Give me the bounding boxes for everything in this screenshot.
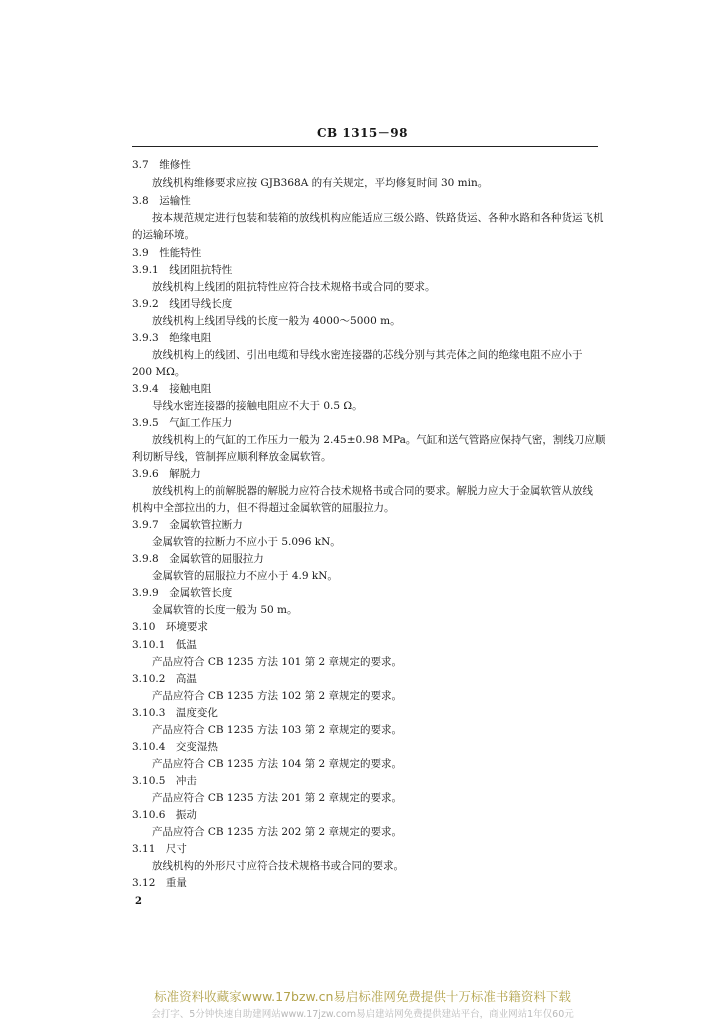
body-text: 放线机构上线团的阻抗特性应符合技术规格书或合同的要求。 — [152, 281, 436, 293]
subsection-heading: 3.9.8 金属软管的屈服拉力 — [132, 553, 264, 565]
body-text: 放线机构维修要求应按 GJB368A 的有关规定，平均修复时间 30 min。 — [152, 177, 489, 189]
subsection-heading: 3.10.4 交变湿热 — [132, 741, 218, 753]
subsection-heading: 3.9.4 接触电阻 — [132, 383, 212, 395]
section-heading: 3.11 尺寸 — [132, 843, 187, 855]
section-heading: 3.8 运输性 — [132, 195, 191, 207]
subsection-heading: 3.10.3 温度变化 — [132, 707, 218, 719]
body-text: 产品应符合 CB 1235 方法 103 第 2 章规定的要求。 — [152, 724, 403, 736]
body-text: 金属软管的屈服拉力不应小于 4.9 kN。 — [152, 570, 338, 582]
watermark-footer-line-1: 标准资料收藏家www.17bzw.cn易启标准网免费提供十万标准书籍资料下载 — [154, 989, 571, 1004]
subsection-heading: 3.9.7 金属软管拉断力 — [132, 519, 243, 531]
subsection-heading: 3.10.5 冲击 — [132, 775, 197, 787]
body-text: 利切断导线，管制挥应顺利释放金属软管。 — [132, 451, 332, 463]
body-text: 金属软管的拉断力不应小于 5.096 kN。 — [152, 536, 341, 548]
body-text: 产品应符合 CB 1235 方法 202 第 2 章规定的要求。 — [152, 826, 403, 838]
body-text: 200 MΩ。 — [132, 366, 186, 378]
body-text: 放线机构上的气缸的工作压力一般为 2.45±0.98 MPa。气缸和送气管路应保持气密，割线刀应顺 — [152, 434, 606, 446]
section-heading: 3.12 重量 — [132, 877, 187, 889]
section-heading: 3.10 环境要求 — [132, 621, 208, 633]
section-heading: 3.7 维修性 — [132, 159, 191, 171]
subsection-heading: 3.9.5 气缸工作压力 — [132, 417, 233, 429]
body-text: 机构中全部拉出的力，但不得超过金属软管的屈服拉力。 — [132, 502, 395, 514]
subsection-heading: 3.9.6 解脱力 — [132, 468, 201, 480]
subsection-heading: 3.9.2 线团导线长度 — [132, 298, 233, 310]
body-text: 放线机构上线团导线的长度一般为 4000～5000 m。 — [152, 315, 401, 327]
body-text: 的运输环境。 — [132, 229, 195, 241]
body-text: 按本规范规定进行包装和装箱的放线机构应能适应三级公路、铁路货运、各种水路和各种货运飞机 — [152, 212, 604, 224]
watermark-footer-line-2: 会打字、5分钟快速自助建网站www.17jzw.com易启建站网免费提供建站平台，商业网站1年仅60元 — [151, 1009, 574, 1020]
body-text: 导线水密连接器的接触电阻应不大于 0.5 Ω。 — [152, 400, 363, 412]
section-heading: 3.9 性能特性 — [132, 247, 202, 259]
body-text: 产品应符合 CB 1235 方法 104 第 2 章规定的要求。 — [152, 758, 403, 770]
body-text: 放线机构的外形尺寸应符合技术规格书或合同的要求。 — [152, 860, 404, 872]
subsection-heading: 3.9.9 金属软管长度 — [132, 587, 233, 599]
body-text: 放线机构上的线团、引出电缆和导线水密连接器的芯线分别与其壳体之间的绝缘电阻不应小于 — [152, 349, 583, 361]
body-text: 产品应符合 CB 1235 方法 102 第 2 章规定的要求。 — [152, 690, 403, 702]
subsection-heading: 3.10.2 高温 — [132, 673, 197, 685]
page-number: 2 — [135, 896, 142, 907]
subsection-heading: 3.9.3 绝缘电阻 — [132, 332, 212, 344]
header-rule — [132, 146, 598, 147]
subsection-heading: 3.9.1 线团阻抗特性 — [132, 264, 233, 276]
body-text: 产品应符合 CB 1235 方法 201 第 2 章规定的要求。 — [152, 792, 403, 804]
body-text: 产品应符合 CB 1235 方法 101 第 2 章规定的要求。 — [152, 656, 403, 668]
document-id-header: CB 1315－98 — [317, 126, 408, 140]
subsection-heading: 3.10.6 振动 — [132, 809, 197, 821]
subsection-heading: 3.10.1 低温 — [132, 639, 197, 651]
body-text: 金属软管的长度一般为 50 m。 — [152, 604, 298, 616]
body-text: 放线机构上的前解脱器的解脱力应符合技术规格书或合同的要求。解脱力应大于金属软管从放线 — [152, 485, 593, 497]
